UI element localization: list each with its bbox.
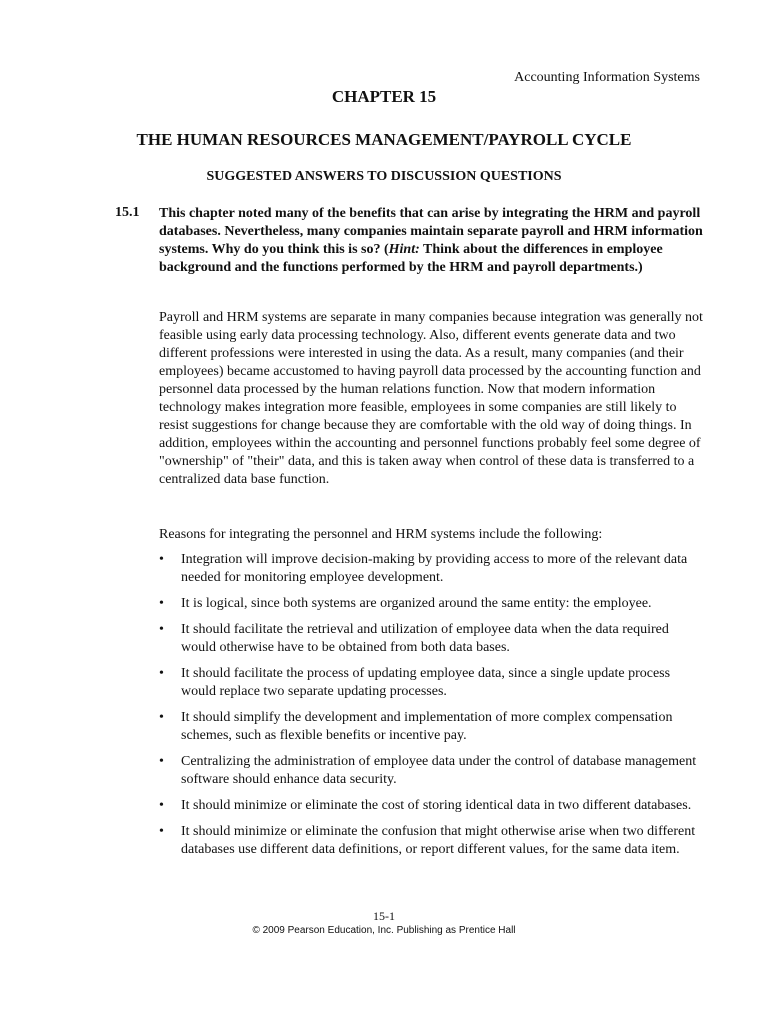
list-item-text: Integration will improve decision-making by providing access to more of the relevant data needed for monitoring employee development. [181, 552, 688, 585]
bullet-icon: • [159, 798, 164, 813]
list-item [159, 753, 704, 789]
list-item [159, 709, 704, 745]
question-text-start: This chapter noted many of the benefits that can arise by integrating the HRM and payroll databases. Nevertheless, many companies maintain separate payroll and HRM information systems. Why do you think this is so? ( [159, 206, 703, 257]
list-item-text: It should facilitate the retrieval and utilization of employee data when the data required would otherwise have to be obtained from both data bases. [181, 622, 669, 655]
chapter-title: THE HUMAN RESOURCES MANAGEMENT/PAYROLL CYCLE [136, 130, 632, 149]
copyright-notice: © 2009 Pearson Education, Inc. Publishing as Prentice Hall [252, 925, 516, 936]
list-item-text: It should facilitate the process of updating employee data, since a single update process would replace two separate updating processes. [181, 666, 671, 699]
bullet-icon: • [159, 710, 164, 725]
list-item-text: Centralizing the administration of employee data under the control of database management software should enhance data security. [181, 754, 697, 787]
list-item [159, 551, 704, 587]
question-text [159, 205, 704, 277]
list-item-text: It should minimize or eliminate the cost of storing identical data in two different databases. [181, 798, 692, 813]
list-item-text: It should simplify the development and implementation of more complex compensation schemes, such as flexible benefits or incentive pay. [181, 710, 673, 743]
list-item-text: It is logical, since both systems are organized around the same entity: the employee. [181, 596, 652, 611]
list-item [159, 621, 704, 657]
list-item [159, 823, 704, 859]
bullet-icon: • [159, 622, 164, 637]
page-number: 15-1 [373, 909, 395, 923]
bullet-icon: • [159, 666, 164, 681]
reasons-list [159, 551, 704, 867]
list-item [159, 595, 704, 613]
hint-label: Hint: [388, 242, 420, 257]
bullet-icon: • [159, 754, 164, 769]
bullet-icon: • [159, 552, 164, 567]
list-item-text: It should minimize or eliminate the confusion that might otherwise arise when two different databases use different data definitions, or report different values, for the same data item. [181, 824, 696, 857]
running-header: Accounting Information Systems [514, 70, 700, 85]
list-item [159, 665, 704, 701]
list-item [159, 797, 704, 815]
answer-paragraph: Payroll and HRM systems are separate in many companies because integration was generally not feasible using early data processing technology. Also, different events generate data and two different professions were interested in using the data. As a result, many companies (and their employees) became accustomed to having payroll data processed by the accounting function and personnel data processed by the human relations function. Now that modern information technology makes integration more feasible, employees in some companies are still likely to resist suggestions for change because they are comfortable with the old way of doing things. In addition, employees within the accounting and personnel functions probably feel some degree of "ownership" of "their" data, and this is taken away when control of these data is transferred to a centralized data base function. [159, 310, 703, 487]
bullet-icon: • [159, 824, 164, 839]
chapter-heading: CHAPTER 15 [331, 87, 437, 106]
reasons-intro: Reasons for integrating the personnel and HRM systems include the following: [159, 527, 603, 542]
question-text-end: Think about the differences in employee background and the functions performed by the HRM and payroll departments.) [159, 242, 663, 275]
bullet-icon: • [159, 596, 164, 611]
question-number: 15.1 [115, 205, 140, 220]
section-subtitle: SUGGESTED ANSWERS TO DISCUSSION QUESTIONS [206, 169, 562, 184]
